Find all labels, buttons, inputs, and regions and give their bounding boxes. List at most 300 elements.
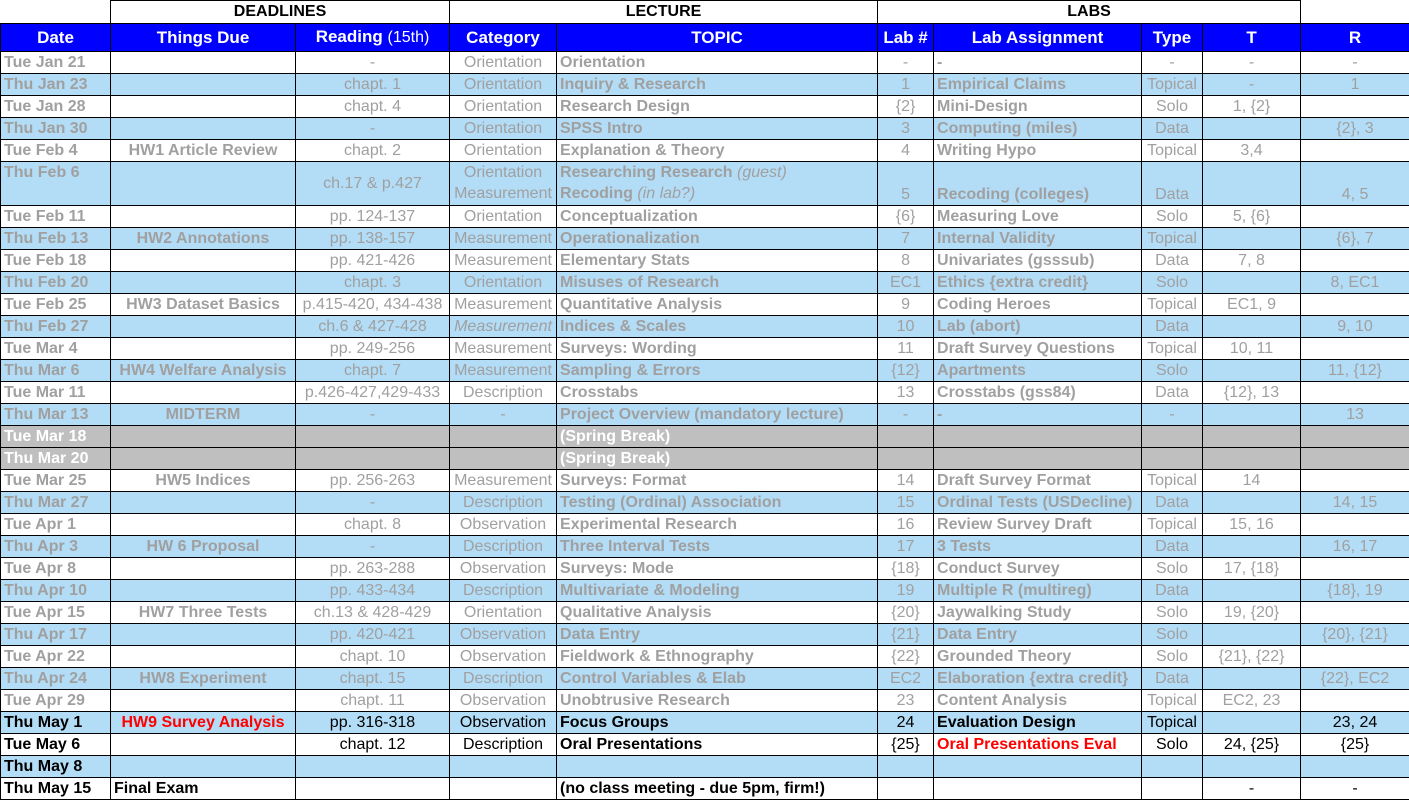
- row-type: Topical: [1142, 712, 1203, 734]
- schedule-row: [1, 272, 1409, 294]
- row-topic: Unobtrusive Research: [557, 690, 878, 712]
- schedule-row: [1, 448, 1409, 470]
- row-r: [1301, 294, 1409, 316]
- row-lab-number: {25}: [878, 734, 934, 756]
- row-topic: Orientation: [557, 52, 878, 74]
- row-r: {2}, 3: [1301, 118, 1409, 140]
- row-lab-assignment: Data Entry: [934, 624, 1142, 646]
- row-lab-number: 9: [878, 294, 934, 316]
- deadlines-header: DEADLINES: [111, 1, 450, 24]
- row-things-due: [111, 426, 296, 448]
- row-type: Solo: [1142, 734, 1203, 756]
- row-t: [1203, 162, 1301, 206]
- row-r: [1301, 140, 1409, 162]
- type-column-header: Type: [1142, 24, 1203, 52]
- row-reading: pp. 433-434: [296, 580, 450, 602]
- row-t: [1203, 316, 1301, 338]
- row-r: {20}, {21}: [1301, 624, 1409, 646]
- row-r: 23, 24: [1301, 712, 1409, 734]
- row-t: [1203, 404, 1301, 426]
- row-type: Data: [1142, 118, 1203, 140]
- reading-column-header: Reading (15th): [296, 24, 450, 52]
- row-lab-number: 7: [878, 228, 934, 250]
- row-topic: Data Entry: [557, 624, 878, 646]
- row-topic: Experimental Research: [557, 514, 878, 536]
- row-t: [1203, 712, 1301, 734]
- schedule-row: [1, 52, 1409, 74]
- row-date: Thu Jan 23: [1, 74, 111, 96]
- r-column-header: R: [1301, 24, 1409, 52]
- row-reading: [296, 426, 450, 448]
- row-lab-assignment: Jaywalking Study: [934, 602, 1142, 624]
- row-category: [450, 426, 557, 448]
- row-topic: (Spring Break): [557, 426, 878, 448]
- row-date: Thu Jan 30: [1, 118, 111, 140]
- row-date: Tue Feb 25: [1, 294, 111, 316]
- row-t: [1203, 272, 1301, 294]
- row-reading: chapt. 10: [296, 646, 450, 668]
- row-category: Description: [450, 580, 557, 602]
- row-things-due: [111, 624, 296, 646]
- lab-assignment-column-header: Lab Assignment: [934, 24, 1142, 52]
- row-topic: Oral Presentations: [557, 734, 878, 756]
- row-topic: [557, 756, 878, 778]
- row-t: [1203, 668, 1301, 690]
- row-lab-assignment: Writing Hypo: [934, 140, 1142, 162]
- row-date: Thu Apr 24: [1, 668, 111, 690]
- row-date: Thu May 8: [1, 756, 111, 778]
- row-type: Data: [1142, 580, 1203, 602]
- row-reading: chapt. 7: [296, 360, 450, 382]
- row-r: {6}, 7: [1301, 228, 1409, 250]
- row-things-due: [111, 96, 296, 118]
- row-things-due: [111, 558, 296, 580]
- row-category: Measurement: [450, 250, 557, 272]
- row-r: [1301, 338, 1409, 360]
- row-date: Thu May 15: [1, 778, 111, 800]
- row-topic: Inquiry & Research: [557, 74, 878, 96]
- row-reading: pp. 249-256: [296, 338, 450, 360]
- row-category: Orientation: [450, 140, 557, 162]
- row-things-due: [111, 448, 296, 470]
- labs-header: LABS: [878, 1, 1301, 24]
- category-column-header: Category: [450, 24, 557, 52]
- row-t: [1203, 426, 1301, 448]
- row-lab-assignment: Draft Survey Format: [934, 470, 1142, 492]
- row-lab-number: {20}: [878, 602, 934, 624]
- row-type: [1142, 778, 1203, 800]
- row-lab-assignment: Oral Presentations Eval: [934, 734, 1142, 756]
- row-r: 11, {12}: [1301, 360, 1409, 382]
- row-reading: pp. 256-263: [296, 470, 450, 492]
- row-things-due: MIDTERM: [111, 404, 296, 426]
- row-topic: Sampling & Errors: [557, 360, 878, 382]
- row-category: Orientation: [450, 96, 557, 118]
- row-lab-assignment: Grounded Theory: [934, 646, 1142, 668]
- row-lab-assignment: Empirical Claims: [934, 74, 1142, 96]
- row-things-due: HW8 Experiment: [111, 668, 296, 690]
- row-topic: Surveys: Format: [557, 470, 878, 492]
- row-lab-number: 23: [878, 690, 934, 712]
- row-type: Topical: [1142, 470, 1203, 492]
- row-type: Data: [1142, 250, 1203, 272]
- row-reading: ch.6 & 427-428: [296, 316, 450, 338]
- row-things-due: [111, 206, 296, 228]
- row-t: [1203, 228, 1301, 250]
- row-r: -: [1301, 52, 1409, 74]
- row-lab-assignment: Apartments: [934, 360, 1142, 382]
- row-t: 3,4: [1203, 140, 1301, 162]
- row-type: Topical: [1142, 228, 1203, 250]
- row-r: 16, 17: [1301, 536, 1409, 558]
- row-r: 14, 15: [1301, 492, 1409, 514]
- row-type: Data: [1142, 492, 1203, 514]
- row-category: Measurement: [450, 228, 557, 250]
- row-t: [1203, 624, 1301, 646]
- row-things-due: [111, 338, 296, 360]
- row-things-due: HW9 Survey Analysis: [111, 712, 296, 734]
- row-category: Measurement: [450, 470, 557, 492]
- row-things-due: [111, 580, 296, 602]
- row-date: Tue Mar 4: [1, 338, 111, 360]
- row-type: Solo: [1142, 646, 1203, 668]
- schedule-row: [1, 294, 1409, 316]
- row-date: Thu Feb 13: [1, 228, 111, 250]
- row-date: Thu Feb 27: [1, 316, 111, 338]
- row-lab-number: EC2: [878, 668, 934, 690]
- row-t: [1203, 536, 1301, 558]
- row-r: 4, 5: [1301, 162, 1409, 206]
- schedule-body: [1, 52, 1409, 800]
- row-r: [1301, 558, 1409, 580]
- row-r: [1301, 470, 1409, 492]
- row-reading: pp. 263-288: [296, 558, 450, 580]
- row-date: Tue Feb 4: [1, 140, 111, 162]
- row-r: -: [1301, 778, 1409, 800]
- row-lab-assignment: Measuring Love: [934, 206, 1142, 228]
- row-topic: SPSS Intro: [557, 118, 878, 140]
- things-due-column-header: Things Due: [111, 24, 296, 52]
- row-reading: -: [296, 536, 450, 558]
- row-lab-number: 1: [878, 74, 934, 96]
- row-r: [1301, 514, 1409, 536]
- row-lab-number: 11: [878, 338, 934, 360]
- row-lab-assignment: Review Survey Draft: [934, 514, 1142, 536]
- row-t: [1203, 756, 1301, 778]
- schedule-row: [1, 514, 1409, 536]
- row-topic: Surveys: Wording: [557, 338, 878, 360]
- row-category: Orientation: [450, 118, 557, 140]
- row-t: 19, {20}: [1203, 602, 1301, 624]
- schedule-row: [1, 492, 1409, 514]
- row-reading: chapt. 8: [296, 514, 450, 536]
- schedule-row: [1, 206, 1409, 228]
- schedule-row: [1, 404, 1409, 426]
- row-reading: pp. 316-318: [296, 712, 450, 734]
- row-type: Topical: [1142, 338, 1203, 360]
- row-category: [450, 448, 557, 470]
- row-r: 8, EC1: [1301, 272, 1409, 294]
- schedule-row: [1, 382, 1409, 404]
- schedule-row: [1, 426, 1409, 448]
- row-lab-assignment: [934, 778, 1142, 800]
- row-things-due: HW3 Dataset Basics: [111, 294, 296, 316]
- row-things-due: HW5 Indices: [111, 470, 296, 492]
- row-category: Observation: [450, 514, 557, 536]
- row-date: Thu May 1: [1, 712, 111, 734]
- schedule-row: [1, 712, 1409, 734]
- row-type: Topical: [1142, 74, 1203, 96]
- row-t: -: [1203, 52, 1301, 74]
- row-r: {18}, 19: [1301, 580, 1409, 602]
- row-category: Orientation: [450, 272, 557, 294]
- row-date: Thu Mar 6: [1, 360, 111, 382]
- row-date: Thu Apr 10: [1, 580, 111, 602]
- row-type: Data: [1142, 162, 1203, 206]
- row-t: EC1, 9: [1203, 294, 1301, 316]
- row-things-due: HW7 Three Tests: [111, 602, 296, 624]
- row-date: Tue Apr 1: [1, 514, 111, 536]
- row-topic: Indices & Scales: [557, 316, 878, 338]
- row-lab-number: {21}: [878, 624, 934, 646]
- schedule-row: [1, 96, 1409, 118]
- row-reading: -: [296, 492, 450, 514]
- row-type: Solo: [1142, 206, 1203, 228]
- row-r: [1301, 690, 1409, 712]
- row-topic: Researching Research (guest) Recoding (in lab?): [557, 162, 878, 206]
- row-lab-assignment: [934, 426, 1142, 448]
- row-lab-assignment: 3 Tests: [934, 536, 1142, 558]
- row-type: Topical: [1142, 514, 1203, 536]
- row-topic: Focus Groups: [557, 712, 878, 734]
- row-lab-assignment: Ethics {extra credit}: [934, 272, 1142, 294]
- row-category: Description: [450, 536, 557, 558]
- row-lab-assignment: Mini-Design: [934, 96, 1142, 118]
- schedule-row: [1, 778, 1409, 800]
- row-lab-number: 8: [878, 250, 934, 272]
- row-lab-assignment: Draft Survey Questions: [934, 338, 1142, 360]
- row-reading: [296, 448, 450, 470]
- row-lab-assignment: Conduct Survey: [934, 558, 1142, 580]
- schedule-row: [1, 624, 1409, 646]
- topic-column-header: TOPIC: [557, 24, 878, 52]
- schedule-row: [1, 646, 1409, 668]
- row-reading: chapt. 11: [296, 690, 450, 712]
- row-things-due: [111, 646, 296, 668]
- row-lab-number: 24: [878, 712, 934, 734]
- lecture-header: LECTURE: [450, 1, 878, 24]
- row-t: [1203, 580, 1301, 602]
- row-topic: (Spring Break): [557, 448, 878, 470]
- row-r: 1: [1301, 74, 1409, 96]
- row-category: [450, 778, 557, 800]
- row-type: Solo: [1142, 558, 1203, 580]
- row-type: Solo: [1142, 602, 1203, 624]
- row-reading: ch.13 & 428-429: [296, 602, 450, 624]
- row-lab-assignment: Crosstabs (gss84): [934, 382, 1142, 404]
- row-topic: Multivariate & Modeling: [557, 580, 878, 602]
- row-category: Observation: [450, 690, 557, 712]
- row-lab-number: 4: [878, 140, 934, 162]
- row-category: Measurement: [450, 294, 557, 316]
- row-date: Thu Apr 3: [1, 536, 111, 558]
- row-lab-assignment: Univariates (gsssub): [934, 250, 1142, 272]
- row-category: Description: [450, 492, 557, 514]
- row-lab-assignment: Ordinal Tests (USDecline): [934, 492, 1142, 514]
- row-lab-assignment: -: [934, 52, 1142, 74]
- row-date: Tue Feb 11: [1, 206, 111, 228]
- row-type: [1142, 426, 1203, 448]
- schedule-row: [1, 118, 1409, 140]
- row-category: Description: [450, 382, 557, 404]
- row-t: 15, 16: [1203, 514, 1301, 536]
- row-category: Measurement: [450, 338, 557, 360]
- row-date: Tue Mar 18: [1, 426, 111, 448]
- row-t: -: [1203, 74, 1301, 96]
- row-category: Measurement: [450, 360, 557, 382]
- row-reading: chapt. 12: [296, 734, 450, 756]
- row-lab-number: 19: [878, 580, 934, 602]
- row-category: Orientation: [450, 206, 557, 228]
- schedule-row: [1, 470, 1409, 492]
- row-reading: chapt. 15: [296, 668, 450, 690]
- row-r: [1301, 756, 1409, 778]
- row-date: Tue Apr 8: [1, 558, 111, 580]
- row-category: Observation: [450, 712, 557, 734]
- row-r: {25}: [1301, 734, 1409, 756]
- schedule-row: [1, 690, 1409, 712]
- row-reading: p.426-427,429-433: [296, 382, 450, 404]
- row-t: {21}, {22}: [1203, 646, 1301, 668]
- row-things-due: HW1 Article Review: [111, 140, 296, 162]
- row-topic: Qualitative Analysis: [557, 602, 878, 624]
- schedule-row: [1, 756, 1409, 778]
- row-r: [1301, 448, 1409, 470]
- row-date: Tue Feb 18: [1, 250, 111, 272]
- row-things-due: [111, 316, 296, 338]
- row-lab-number: -: [878, 404, 934, 426]
- section-header-row: [1, 1, 1409, 24]
- row-lab-number: {2}: [878, 96, 934, 118]
- row-date: Tue Mar 25: [1, 470, 111, 492]
- row-reading: chapt. 3: [296, 272, 450, 294]
- row-date: Tue Jan 21: [1, 52, 111, 74]
- row-r: 13: [1301, 404, 1409, 426]
- row-date: Tue May 6: [1, 734, 111, 756]
- row-r: [1301, 426, 1409, 448]
- row-category: Orientation: [450, 602, 557, 624]
- row-type: Data: [1142, 536, 1203, 558]
- row-r: 9, 10: [1301, 316, 1409, 338]
- row-r: [1301, 96, 1409, 118]
- row-r: [1301, 382, 1409, 404]
- row-things-due: [111, 382, 296, 404]
- row-date: Thu Mar 20: [1, 448, 111, 470]
- row-topic: Quantitative Analysis: [557, 294, 878, 316]
- row-category: -: [450, 404, 557, 426]
- row-type: Topical: [1142, 140, 1203, 162]
- schedule-row: [1, 668, 1409, 690]
- schedule-row: [1, 140, 1409, 162]
- date-column-header: Date: [1, 24, 111, 52]
- row-topic: Conceptualization: [557, 206, 878, 228]
- row-lab-number: [878, 778, 934, 800]
- row-things-due: [111, 756, 296, 778]
- row-topic: Testing (Ordinal) Association: [557, 492, 878, 514]
- row-lab-number: -: [878, 52, 934, 74]
- row-category: Observation: [450, 558, 557, 580]
- row-things-due: [111, 162, 296, 206]
- row-things-due: Final Exam: [111, 778, 296, 800]
- row-reading: [296, 756, 450, 778]
- row-category: Orientation Measurement: [450, 162, 557, 206]
- row-r: [1301, 206, 1409, 228]
- row-lab-number: 15: [878, 492, 934, 514]
- row-category: Measurement: [450, 316, 557, 338]
- row-lab-number: {6}: [878, 206, 934, 228]
- row-lab-number: 13: [878, 382, 934, 404]
- schedule-row: [1, 580, 1409, 602]
- schedule-row: [1, 228, 1409, 250]
- row-category: [450, 756, 557, 778]
- row-t: 14: [1203, 470, 1301, 492]
- row-reading: -: [296, 52, 450, 74]
- schedule-row: [1, 602, 1409, 624]
- row-type: [1142, 756, 1203, 778]
- row-t: -: [1203, 778, 1301, 800]
- row-lab-assignment: Coding Heroes: [934, 294, 1142, 316]
- row-topic: (no class meeting - due 5pm, firm!): [557, 778, 878, 800]
- row-things-due: [111, 272, 296, 294]
- row-reading: ch.17 & p.427: [296, 162, 450, 206]
- row-lab-assignment: Content Analysis: [934, 690, 1142, 712]
- row-type: Solo: [1142, 360, 1203, 382]
- row-topic: Elementary Stats: [557, 250, 878, 272]
- row-reading: pp. 124-137: [296, 206, 450, 228]
- row-topic: Surveys: Mode: [557, 558, 878, 580]
- row-lab-assignment: [934, 448, 1142, 470]
- row-reading: -: [296, 404, 450, 426]
- row-topic: Explanation & Theory: [557, 140, 878, 162]
- row-lab-number: {18}: [878, 558, 934, 580]
- row-t: 17, {18}: [1203, 558, 1301, 580]
- row-lab-number: 5: [878, 162, 934, 206]
- row-category: Description: [450, 734, 557, 756]
- row-t: {12}, 13: [1203, 382, 1301, 404]
- row-category: Observation: [450, 646, 557, 668]
- row-type: [1142, 448, 1203, 470]
- row-topic: Three Interval Tests: [557, 536, 878, 558]
- row-t: 7, 8: [1203, 250, 1301, 272]
- row-lab-number: 16: [878, 514, 934, 536]
- row-lab-assignment: Elaboration {extra credit}: [934, 668, 1142, 690]
- row-date: Tue Apr 22: [1, 646, 111, 668]
- row-lab-assignment: [934, 756, 1142, 778]
- row-r: [1301, 646, 1409, 668]
- row-r: {22}, EC2: [1301, 668, 1409, 690]
- row-lab-number: 14: [878, 470, 934, 492]
- row-reading: p.415-420, 434-438: [296, 294, 450, 316]
- row-r: [1301, 250, 1409, 272]
- row-type: -: [1142, 52, 1203, 74]
- row-date: Tue Mar 11: [1, 382, 111, 404]
- row-things-due: [111, 514, 296, 536]
- row-things-due: [111, 118, 296, 140]
- row-t: 24, {25}: [1203, 734, 1301, 756]
- schedule-row: [1, 74, 1409, 96]
- row-lab-number: 17: [878, 536, 934, 558]
- schedule-row: [1, 338, 1409, 360]
